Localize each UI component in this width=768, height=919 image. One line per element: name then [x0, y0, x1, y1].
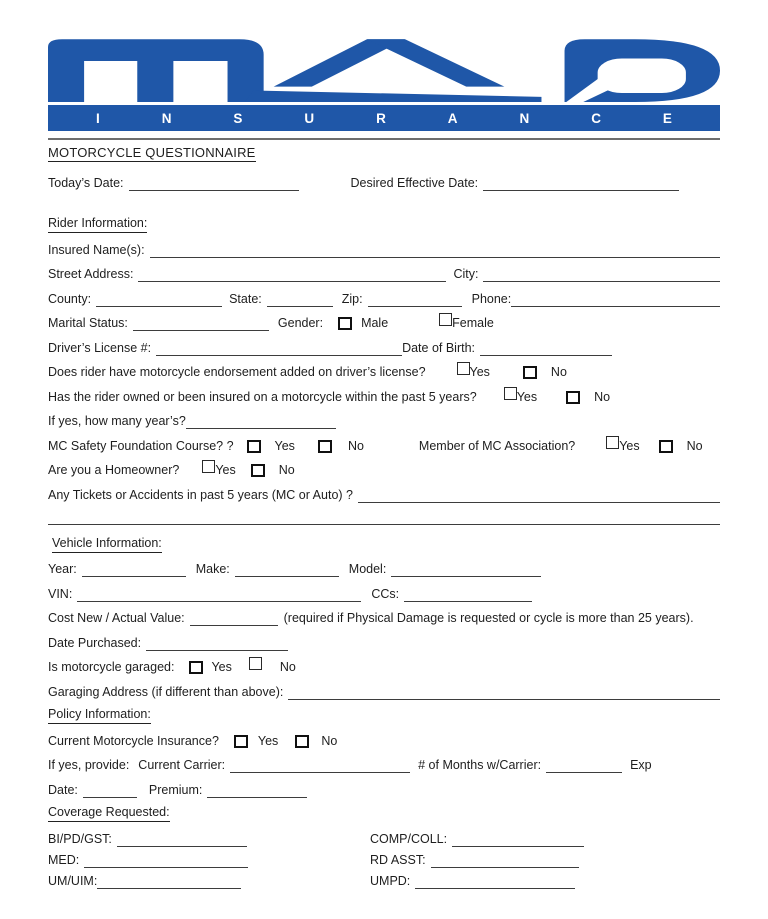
checkbox-current-insurance-yes[interactable] [234, 735, 248, 748]
tagline-letter: E [662, 110, 672, 126]
tagline-letter: I [96, 110, 100, 126]
garaged-row [48, 659, 720, 675]
vin-label: VIN: [48, 586, 73, 601]
years-question: If yes, how many year’s? [48, 414, 186, 428]
insured-names-blank[interactable] [150, 245, 720, 258]
owned-5yr-row [48, 389, 720, 405]
tagline-letter: N [519, 110, 530, 126]
mad-logo [48, 38, 720, 140]
endorsement-row [48, 364, 720, 380]
rider-heading-row [48, 217, 720, 233]
marital-gender-row [48, 315, 720, 331]
premium-blank[interactable] [207, 785, 307, 798]
garaging-address-label: Garaging Address (if different than above): [48, 684, 284, 699]
garaged-no-label: No [279, 660, 296, 674]
bipdgst-blank[interactable] [117, 834, 247, 847]
cost-note: (required if Physical Damage is requested or cycle is more than 25 years). [283, 611, 694, 625]
umpd-blank[interactable] [415, 876, 575, 889]
year-label: Year: [48, 562, 77, 576]
cost-label: Cost New / Actual Value: [48, 611, 185, 625]
coverage-cell [370, 852, 720, 868]
umuim-label: UM/UIM: [48, 873, 98, 888]
exp-date-label: Date: [48, 782, 78, 797]
model-label: Model: [348, 562, 387, 576]
coverage-cell [48, 852, 370, 868]
umuim-blank[interactable] [97, 876, 241, 889]
mad-logo-letters [48, 38, 720, 102]
ccs-label: CCs: [371, 586, 400, 601]
county-label: County: [48, 291, 92, 306]
checkbox-female[interactable] [439, 313, 452, 326]
checkbox-endorsement-yes[interactable] [457, 362, 470, 375]
dob-blank[interactable] [480, 343, 612, 356]
state-blank[interactable] [267, 294, 333, 307]
exp-date-blank[interactable] [83, 785, 137, 798]
owned-no-label: No [594, 389, 611, 404]
tickets-blank[interactable] [358, 490, 720, 503]
garaging-address-row [48, 684, 720, 700]
checkbox-association-yes[interactable] [606, 436, 619, 449]
tickets-question: Any Tickets or Accidents in past 5 years (MC or Auto) ? [48, 487, 353, 502]
checkbox-endorsement-no[interactable] [523, 366, 537, 379]
current-insurance-no-label: No [321, 733, 338, 748]
association-no-label: No [686, 438, 703, 453]
zip-label: Zip: [341, 291, 363, 306]
med-blank[interactable] [84, 855, 248, 868]
tagline-letter: N [161, 110, 172, 126]
garaged-yes-label: Yes [211, 660, 232, 674]
bipdgst-label: BI/PD/GST: [48, 831, 112, 846]
mc-association-question: Member of MC Association? [418, 438, 576, 453]
license-dob-row [48, 340, 720, 356]
years-blank[interactable] [186, 416, 336, 429]
vehicle-heading: Vehicle Information: [52, 535, 162, 553]
policy-heading-row [48, 708, 720, 724]
umpd-label: UMPD: [370, 873, 411, 888]
rdasst-label: RD ASST: [370, 852, 426, 867]
safety-yes-label: Yes [274, 438, 295, 453]
state-label: State: [229, 291, 262, 306]
header-rule [48, 138, 720, 140]
compcoll-label: COMP/COLL: [370, 831, 448, 846]
license-label: Driver’s License #: [48, 340, 152, 355]
compcoll-blank[interactable] [452, 834, 584, 847]
date-purchased-row [48, 635, 720, 651]
county-blank[interactable] [96, 294, 222, 307]
coverage-heading: Coverage Requested: [48, 804, 170, 822]
cost-row [48, 610, 720, 626]
cost-blank[interactable] [190, 613, 278, 626]
tickets-row [48, 487, 720, 503]
year-make-model-row [48, 561, 720, 577]
owned-yes-label: Yes [516, 389, 538, 404]
vehicle-heading-row [48, 537, 720, 553]
street-address-label: Street Address: [48, 267, 134, 281]
checkbox-owned-no[interactable] [566, 391, 580, 404]
premium-label: Premium: [148, 782, 203, 797]
current-insurance-question: Current Motorcycle Insurance? [48, 733, 219, 748]
county-row [48, 291, 720, 307]
tagline-letter: R [376, 110, 386, 126]
association-yes-label: Yes [619, 438, 640, 453]
phone-blank[interactable] [511, 294, 720, 307]
exp-date-premium-row [48, 782, 720, 798]
carrier-row [48, 757, 720, 773]
effective-date-label: Desired Effective Date: [350, 176, 479, 190]
policy-heading: Policy Information: [48, 706, 151, 724]
insured-names-row [48, 242, 720, 258]
homeowner-question: Are you a Homeowner? [48, 463, 180, 477]
checkbox-homeowner-no[interactable] [251, 464, 265, 477]
homeowner-row [48, 462, 720, 478]
current-carrier-label: Current Carrier: [138, 758, 226, 772]
tagline-letter: S [233, 110, 243, 126]
insurance-tagline [48, 105, 720, 131]
female-label: Female [452, 316, 494, 330]
safety-no-label: No [347, 438, 364, 453]
tickets-continuation-blank[interactable] [48, 524, 720, 525]
zip-blank[interactable] [368, 294, 462, 307]
checkbox-garaged-no[interactable] [249, 657, 262, 670]
checkbox-association-no[interactable] [659, 440, 673, 453]
provide-label: If yes, provide: [48, 758, 130, 772]
make-label: Make: [195, 562, 230, 576]
phone-label: Phone: [471, 291, 512, 306]
coverage-heading-row [48, 806, 720, 822]
make-blank[interactable] [235, 564, 339, 577]
homeowner-no-label: No [278, 463, 295, 477]
address-row [48, 266, 720, 282]
ccs-blank[interactable] [404, 589, 532, 602]
gender-label: Gender: [277, 316, 324, 330]
checkbox-current-insurance-no[interactable] [295, 735, 309, 748]
tagline-letter: U [304, 110, 315, 126]
exp-label: Exp [630, 758, 652, 772]
model-blank[interactable] [391, 564, 541, 577]
coverage-cell [48, 831, 370, 847]
garaging-address-blank[interactable] [288, 687, 720, 700]
coverage-row-3 [48, 873, 720, 889]
page-title: MOTORCYCLE QUESTIONNAIRE [48, 145, 256, 160]
years-row [48, 413, 720, 429]
months-with-carrier-label: # of Months w/Carrier: [418, 758, 542, 772]
rider-heading: Rider Information: [48, 215, 147, 233]
marital-status-blank[interactable] [133, 318, 269, 331]
endorsement-no-label: No [550, 365, 567, 379]
checkbox-homeowner-yes[interactable] [202, 460, 215, 473]
insured-names-label: Insured Name(s): [48, 242, 145, 257]
title-row [48, 144, 720, 161]
todays-date-blank[interactable] [129, 178, 299, 191]
checkbox-safety-yes[interactable] [247, 440, 261, 453]
street-address-blank[interactable] [138, 269, 446, 282]
city-blank[interactable] [483, 269, 720, 282]
year-blank[interactable] [82, 564, 186, 577]
coverage-row-2 [48, 852, 720, 868]
checkbox-safety-no[interactable] [318, 440, 332, 453]
garaged-question: Is motorcycle garaged: [48, 660, 175, 674]
checkbox-owned-yes[interactable] [504, 387, 517, 400]
tagline-letter: A [447, 110, 458, 126]
owned-question: Has the rider owned or been insured on a motorcycle within the past 5 years? [48, 389, 477, 404]
rdasst-blank[interactable] [431, 855, 579, 868]
effective-date-blank[interactable] [483, 178, 679, 191]
coverage-row-1 [48, 831, 720, 847]
dob-label: Date of Birth: [402, 340, 476, 355]
coverage-cell [370, 831, 720, 847]
current-carrier-blank[interactable] [230, 760, 410, 773]
vin-blank[interactable] [77, 589, 361, 602]
endorsement-yes-label: Yes [469, 365, 490, 379]
homeowner-yes-label: Yes [215, 463, 236, 477]
date-purchased-blank[interactable] [146, 638, 288, 651]
tagline-letter: C [591, 110, 601, 126]
todays-date-label: Today’s Date: [48, 176, 124, 190]
male-label: Male [361, 316, 389, 330]
endorsement-question: Does rider have motorcycle endorsement added on driver’s license? [48, 365, 426, 379]
dates-row [48, 175, 720, 191]
marital-status-label: Marital Status: [48, 316, 128, 330]
coverage-cell [48, 873, 370, 889]
city-label: City: [453, 267, 479, 281]
current-insurance-yes-label: Yes [257, 733, 279, 748]
checkbox-garaged-yes[interactable] [189, 661, 203, 674]
months-with-carrier-blank[interactable] [546, 760, 622, 773]
safety-member-row [48, 438, 720, 454]
license-blank[interactable] [156, 343, 402, 356]
safety-course-question: MC Safety Foundation Course? ? [48, 438, 234, 453]
date-purchased-label: Date Purchased: [48, 635, 142, 650]
med-label: MED: [48, 852, 80, 867]
checkbox-male[interactable] [338, 317, 352, 330]
current-insurance-row [48, 733, 720, 749]
vin-ccs-row [48, 586, 720, 602]
coverage-cell [370, 873, 720, 889]
